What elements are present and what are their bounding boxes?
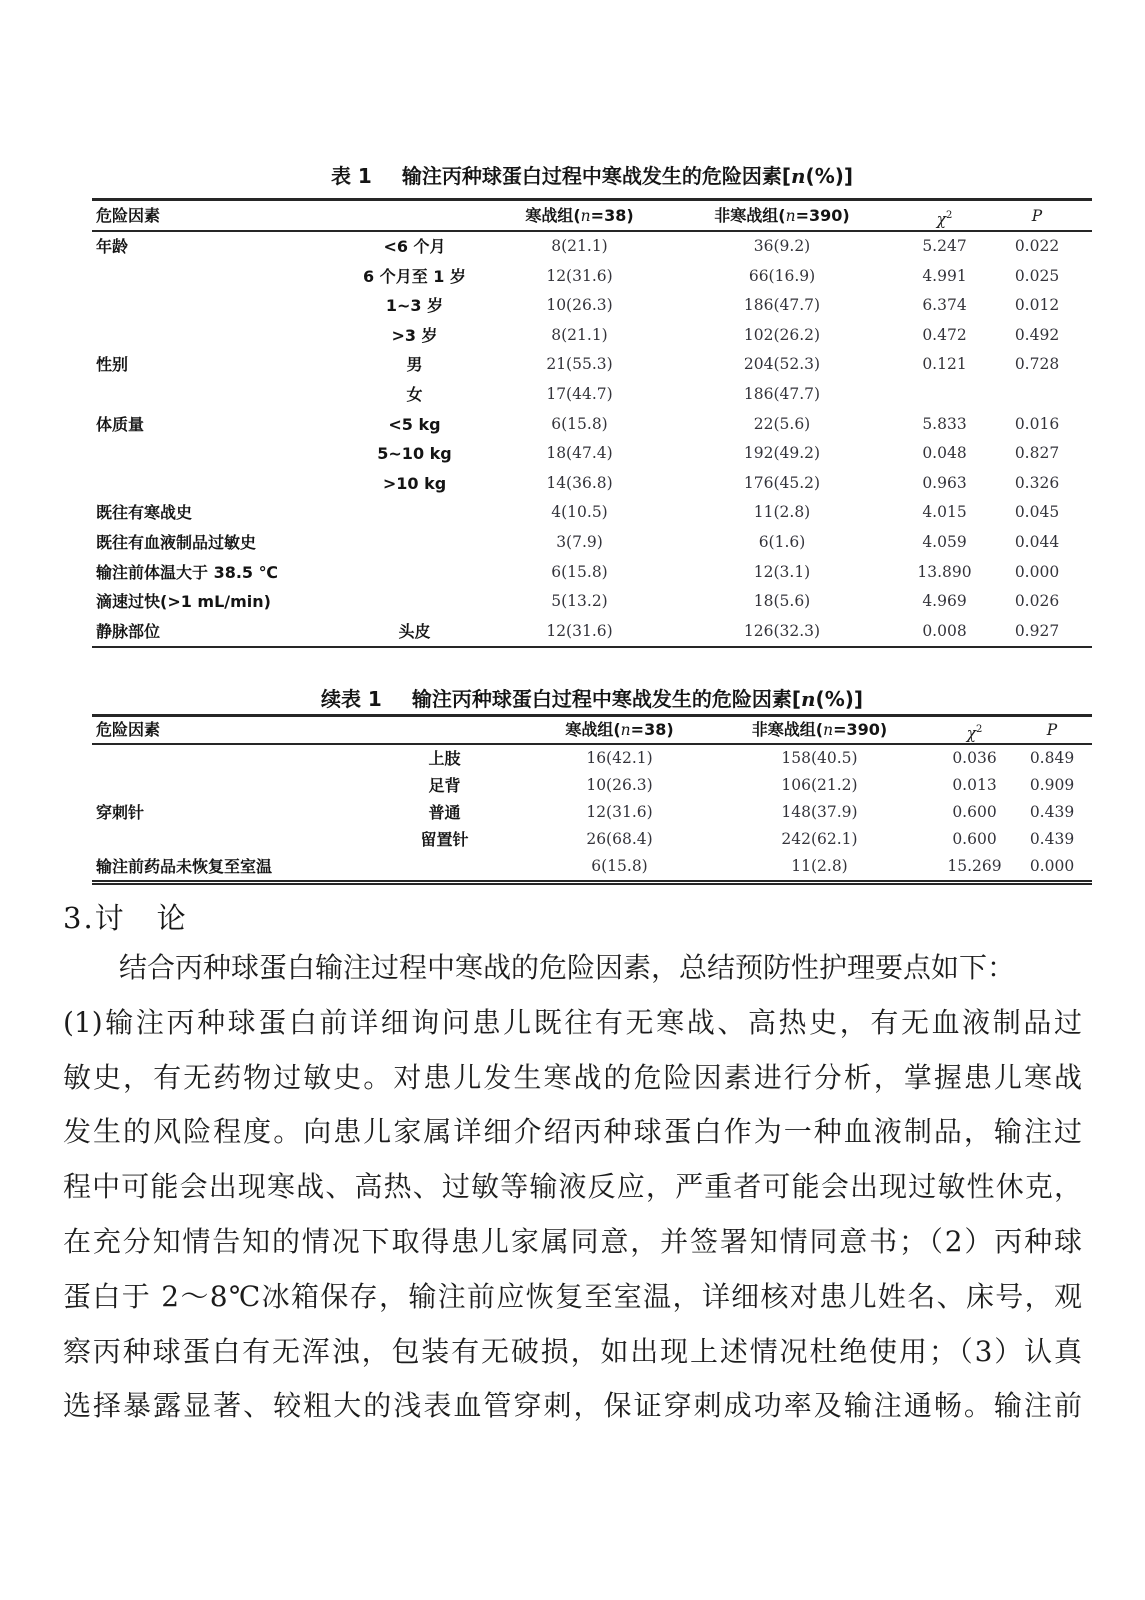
header-spacer [327, 201, 502, 230]
subcategory-cell: 女 [406, 384, 423, 404]
factor-cell: 静脉部位 [96, 621, 161, 641]
caption-italic-n: n [801, 687, 816, 711]
table2 [92, 714, 1092, 885]
factor-cell [92, 321, 327, 351]
chill-value-cell: 16(42.1) [586, 749, 653, 767]
table1-caption-title: 输注丙种球蛋白过程中寒战发生的危险因素[ [401, 164, 791, 188]
chi-cell: 5.833 [922, 414, 967, 433]
nonchill-value-cell: 106(21.2) [781, 776, 858, 794]
discussion-heading: 3.讨 论 [63, 901, 188, 935]
subcategory-cell: 上肢 [428, 749, 461, 768]
nonchill-value-cell: 12(3.1) [753, 562, 811, 581]
table2-caption-title-end: (%)] [815, 687, 864, 711]
subcategory-cell: 足背 [428, 776, 461, 795]
p-cell: 0.728 [1014, 355, 1060, 374]
header-chi-square: $\chi^2$ [966, 724, 983, 743]
chill-value-cell: 26(68.4) [586, 830, 653, 848]
factor-cell: 输注前药品未恢复至室温 [96, 857, 273, 876]
chill-value-cell: 6(15.8) [591, 857, 648, 875]
chi-cell: 0.036 [952, 749, 997, 767]
factor-cell: 性别 [96, 355, 129, 375]
p-cell: 0.909 [1029, 776, 1075, 794]
nonchill-value-cell: 242(62.1) [781, 830, 858, 848]
nonchill-value-cell: 22(5.6) [753, 414, 811, 433]
subcategory-cell: 普通 [428, 803, 461, 822]
factor-cell: 滴速过快(>1 mL/min) [96, 592, 271, 612]
header-chill-group: 寒战组(n=38) [525, 206, 634, 225]
header-factor: 危险因素 [96, 720, 161, 739]
nonchill-value-cell: 186(47.7) [743, 296, 821, 315]
chill-value-cell: 21(55.3) [546, 355, 613, 374]
subcategory-cell [327, 498, 502, 528]
table1 [92, 198, 1092, 648]
table-row [92, 528, 1092, 558]
header-spacer [352, 717, 537, 743]
p-cell: 0.849 [1029, 749, 1075, 767]
factor-cell [92, 826, 352, 853]
nonchill-value-cell: 102(26.2) [743, 325, 821, 344]
factor-cell: 体质量 [96, 414, 145, 434]
table-row [92, 410, 1092, 440]
chill-value-cell: 17(44.7) [546, 384, 613, 403]
subcategory-cell: <5 kg [388, 414, 441, 434]
subcategory-cell: 1~3 岁 [385, 296, 444, 316]
table-row [92, 469, 1092, 499]
chi-cell: 0.048 [922, 444, 967, 463]
chill-value-cell: 6(15.8) [551, 414, 608, 433]
subcategory-cell [327, 558, 502, 588]
subcategory-cell [327, 587, 502, 617]
table-row [92, 262, 1092, 292]
nonchill-value-cell: 11(2.8) [753, 503, 811, 522]
table-row [92, 380, 1092, 410]
chill-value-cell: 5(13.2) [551, 592, 608, 611]
p-cell: 0.044 [1014, 532, 1060, 551]
paragraph-line: (1)输注丙种球蛋白前详细询问患儿既往有无寒战、高热史，有无血液制品过 [63, 1005, 1082, 1039]
p-cell: 0.026 [1014, 592, 1060, 611]
chi-cell: 0.600 [952, 803, 997, 821]
table-row [92, 587, 1092, 617]
subcategory-cell: >10 kg [382, 473, 447, 493]
nonchill-value-cell: 36(9.2) [753, 237, 811, 255]
nonchill-value-cell: 66(16.9) [748, 266, 816, 285]
table-row [92, 232, 1092, 262]
table-row [92, 350, 1092, 380]
subcategory-cell: 5~10 kg [377, 444, 452, 464]
subcategory-cell [352, 853, 537, 880]
header-p-value: P [1031, 207, 1043, 225]
chill-value-cell: 10(26.3) [546, 296, 613, 315]
factor-cell: 年龄 [96, 237, 129, 256]
chi-cell: 0.008 [922, 621, 967, 640]
table-row [92, 321, 1092, 351]
chi-cell: 13.890 [917, 562, 972, 581]
p-cell: 0.927 [1014, 621, 1060, 640]
paragraph-line: 发生的风险程度。向患儿家属详细介绍丙种球蛋白作为一种血液制品，输注过 [63, 1115, 1082, 1149]
paragraph-line: 结合丙种球蛋白输注过程中寒战的危险因素，总结预防性护理要点如下： [119, 951, 1016, 984]
table-row [92, 745, 1092, 772]
factor-cell: 既往有寒战史 [96, 503, 193, 523]
table-row [92, 772, 1092, 799]
paragraph-line: 选择暴露显著、较粗大的浅表血管穿刺，保证穿刺成功率及输注通畅。输注前 [63, 1389, 1082, 1423]
chill-value-cell: 14(36.8) [546, 473, 613, 492]
chi-cell: 4.991 [922, 266, 967, 285]
chill-value-cell: 10(26.3) [586, 776, 653, 794]
nonchill-value-cell: 148(37.9) [781, 803, 858, 821]
factor-cell [92, 291, 327, 321]
table2-caption-title: 输注丙种球蛋白过程中寒战发生的危险因素[ [411, 687, 801, 711]
p-cell: 0.439 [1029, 803, 1075, 821]
chill-value-cell: 12(31.6) [586, 803, 653, 821]
caption-italic-n: n [791, 164, 806, 188]
table-row [92, 498, 1092, 528]
p-cell: 0.012 [1014, 296, 1060, 315]
header-chi-square: $\chi^2$ [936, 210, 953, 229]
table2-caption-label: 续表 1 [320, 687, 382, 711]
subcategory-cell: <6 个月 [383, 237, 446, 256]
nonchill-value-cell: 192(49.2) [743, 444, 821, 463]
factor-cell [92, 439, 327, 469]
chill-value-cell: 12(31.6) [546, 266, 613, 285]
header-p-value: P [1046, 721, 1058, 739]
chi-cell: 0.472 [922, 325, 967, 344]
chi-cell: 0.600 [952, 830, 997, 848]
paragraph-line: 蛋白于 2～8℃冰箱保存，输注前应恢复至室温，详细核对患儿姓名、床号，观 [63, 1279, 1082, 1313]
chill-value-cell: 8(21.1) [551, 237, 608, 255]
chi-cell: 0.013 [952, 776, 997, 794]
table-row [92, 799, 1092, 826]
nonchill-value-cell: 126(32.3) [743, 621, 821, 640]
chill-value-cell: 6(15.8) [551, 562, 608, 581]
header-chill-group: 寒战组(n=38) [565, 720, 674, 739]
nonchill-value-cell: 11(2.8) [791, 857, 848, 875]
table-row [92, 291, 1092, 321]
chi-cell: 0.121 [922, 355, 967, 374]
discussion-paragraph [63, 941, 1082, 1434]
subcategory-cell: 6 个月至 1 岁 [363, 266, 466, 286]
p-cell: 0.016 [1014, 414, 1060, 433]
factor-cell: 输注前体温大于 38.5 ℃ [96, 562, 278, 582]
chi-cell: 5.247 [922, 237, 967, 255]
chi-cell: 6.374 [922, 296, 967, 315]
p-cell: 0.439 [1029, 830, 1075, 848]
chi-cell [907, 380, 982, 410]
chi-cell: 4.015 [922, 503, 967, 522]
nonchill-value-cell: 6(1.6) [758, 532, 806, 551]
table-row [92, 558, 1092, 588]
chill-value-cell: 18(47.4) [546, 444, 613, 463]
chi-cell: 4.059 [922, 532, 967, 551]
chill-value-cell: 8(21.1) [551, 325, 608, 344]
subcategory-cell [327, 528, 502, 558]
subcategory-cell: >3 岁 [391, 325, 438, 345]
nonchill-value-cell: 18(5.6) [753, 592, 811, 611]
subcategory-cell: 留置针 [420, 830, 469, 849]
chi-cell: 15.269 [947, 857, 1002, 875]
nonchill-value-cell: 204(52.3) [743, 355, 821, 374]
chill-value-cell: 12(31.6) [546, 621, 613, 640]
header-factor: 危险因素 [96, 206, 161, 225]
subcategory-cell: 头皮 [398, 621, 431, 641]
chi-cell: 0.963 [922, 473, 967, 492]
nonchill-value-cell: 186(47.7) [743, 384, 821, 403]
factor-cell [92, 262, 327, 292]
p-cell: 0.000 [1029, 857, 1075, 875]
factor-cell: 既往有血液制品过敏史 [96, 532, 257, 552]
paragraph-line: 察丙种球蛋白有无浑浊，包装有无破损，如出现上述情况杜绝使用；（3）认真 [63, 1334, 1082, 1368]
chill-value-cell: 3(7.9) [556, 532, 603, 551]
p-cell: 0.000 [1014, 562, 1060, 581]
table1-caption-title-end: (%)] [805, 164, 854, 188]
p-cell: 0.492 [1014, 325, 1060, 344]
paragraph-line: 程中可能会出现寒战、高热、过敏等输液反应，严重者可能会出现过敏性休克， [63, 1170, 1082, 1204]
table1-caption [92, 163, 1092, 189]
factor-cell [92, 772, 352, 799]
chill-value-cell: 4(10.5) [551, 503, 608, 522]
p-cell: 0.326 [1014, 473, 1060, 492]
table2-header-row [92, 714, 1092, 745]
p-cell: 0.045 [1014, 503, 1060, 522]
factor-cell: 穿刺针 [96, 803, 145, 822]
table1-header-row [92, 198, 1092, 232]
nonchill-value-cell: 176(45.2) [743, 473, 821, 492]
factor-cell [92, 469, 327, 499]
table-row [92, 826, 1092, 853]
chi-cell: 4.969 [922, 592, 967, 611]
table2-caption [92, 686, 1092, 712]
paragraph-line: 敏史，有无药物过敏史。对患儿发生寒战的危险因素进行分析，掌握患儿寒战 [63, 1060, 1082, 1094]
table-row [92, 853, 1092, 880]
table1-caption-label: 表 1 [330, 164, 372, 188]
factor-cell [92, 745, 352, 772]
p-cell: 0.827 [1014, 444, 1060, 463]
p-cell [982, 380, 1092, 410]
nonchill-value-cell: 158(40.5) [781, 749, 858, 767]
paragraph-line: 在充分知情告知的情况下取得患儿家属同意，并签署知情同意书；（2）丙种球 [63, 1224, 1082, 1258]
p-cell: 0.025 [1014, 266, 1060, 285]
factor-cell [92, 380, 327, 410]
header-nonchill-group: 非寒战组(n=390) [751, 720, 888, 739]
table-row [92, 617, 1092, 647]
subcategory-cell: 男 [406, 355, 423, 375]
table-row [92, 439, 1092, 469]
p-cell: 0.022 [1014, 237, 1060, 255]
header-nonchill-group: 非寒战组(n=390) [714, 206, 850, 225]
